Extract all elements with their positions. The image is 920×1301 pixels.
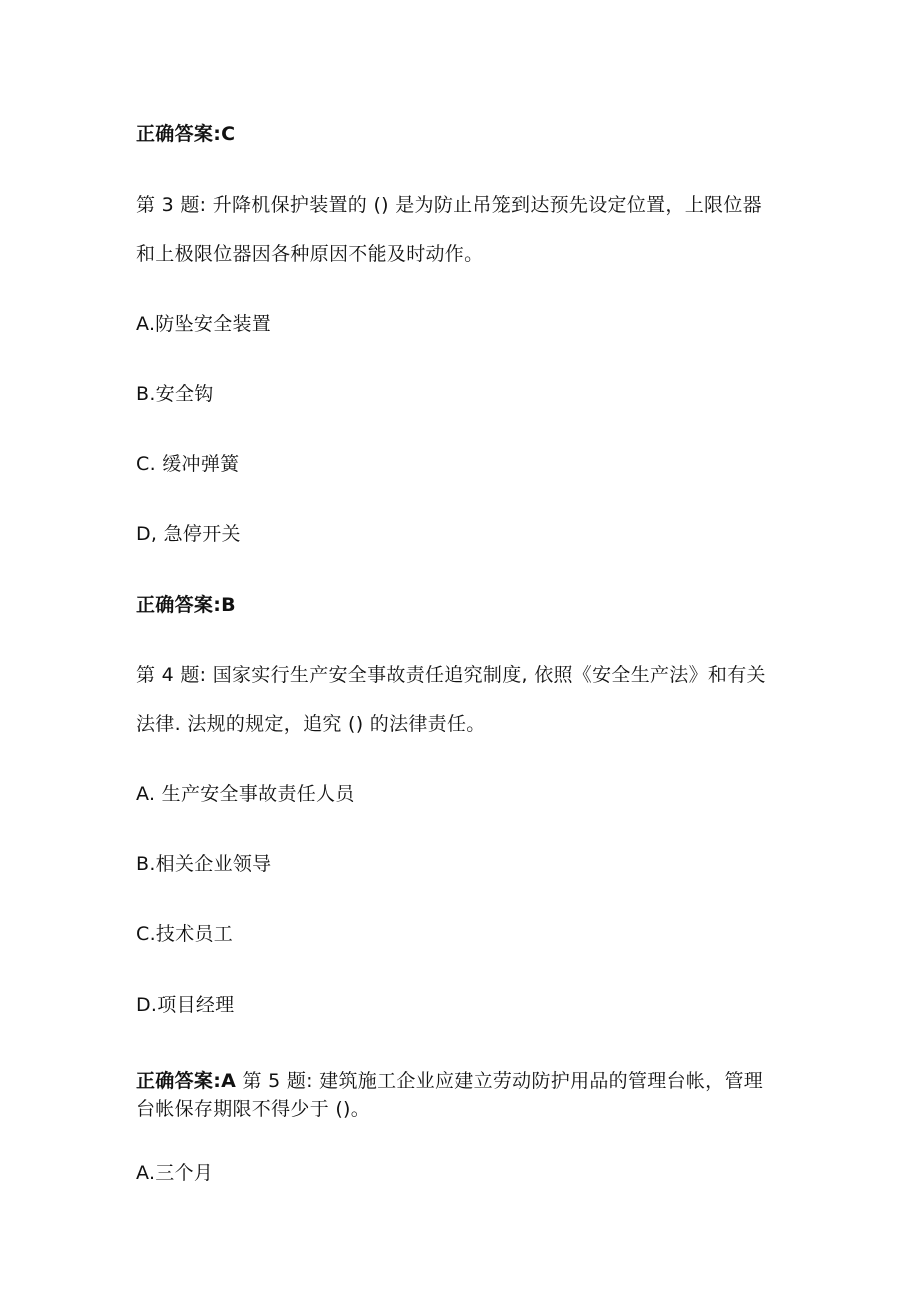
- option-q4-d: D.项目经理: [136, 994, 235, 1016]
- answer-value: A: [221, 1070, 237, 1092]
- option-q3-b: B.安全钩: [136, 383, 214, 405]
- answer-line-q3: [136, 593, 236, 617]
- question-stem-q5-line1: 第 5 题: 建筑施工企业应建立劳动防护用品的管理台帐，管理: [242, 1070, 764, 1092]
- option-q3-a: A.防坠安全装置: [136, 313, 272, 335]
- option-q4-a: A. 生产安全事故责任人员: [136, 783, 355, 805]
- question-stem-q5-line2: 台帐保存期限不得少于 ()。: [136, 1098, 371, 1120]
- question-stem-q3-line2: 和上极限位器因各种原因不能及时动作。: [136, 243, 484, 265]
- option-q3-c: C. 缓冲弹簧: [136, 453, 240, 475]
- option-q5-a: A.三个月: [136, 1162, 214, 1184]
- option-q4-b: B.相关企业领导: [136, 853, 272, 875]
- answer-value: B: [221, 594, 236, 616]
- answer-label: 正确答案:: [136, 123, 222, 145]
- answer-label: 正确答案:: [136, 1070, 222, 1092]
- question-stem-q3-line1: 第 3 题: 升降机保护装置的 () 是为防止吊笼到达预先设定位置，上限位器: [136, 194, 762, 216]
- answer-label: 正确答案:: [136, 594, 222, 616]
- answer-line-q4: [136, 1069, 763, 1093]
- option-q3-d: D, 急停开关: [136, 523, 241, 545]
- question-stem-q4-line1: 第 4 题: 国家实行生产安全事故责任追究制度, 依照《安全生产法》和有关: [136, 664, 766, 686]
- answer-value: C: [221, 123, 236, 145]
- answer-line-q2: [136, 122, 235, 146]
- option-q4-c: C.技术员工: [136, 923, 234, 945]
- question-stem-q4-line2: 法律. 法规的规定，追究 () 的法律责任。: [136, 713, 486, 735]
